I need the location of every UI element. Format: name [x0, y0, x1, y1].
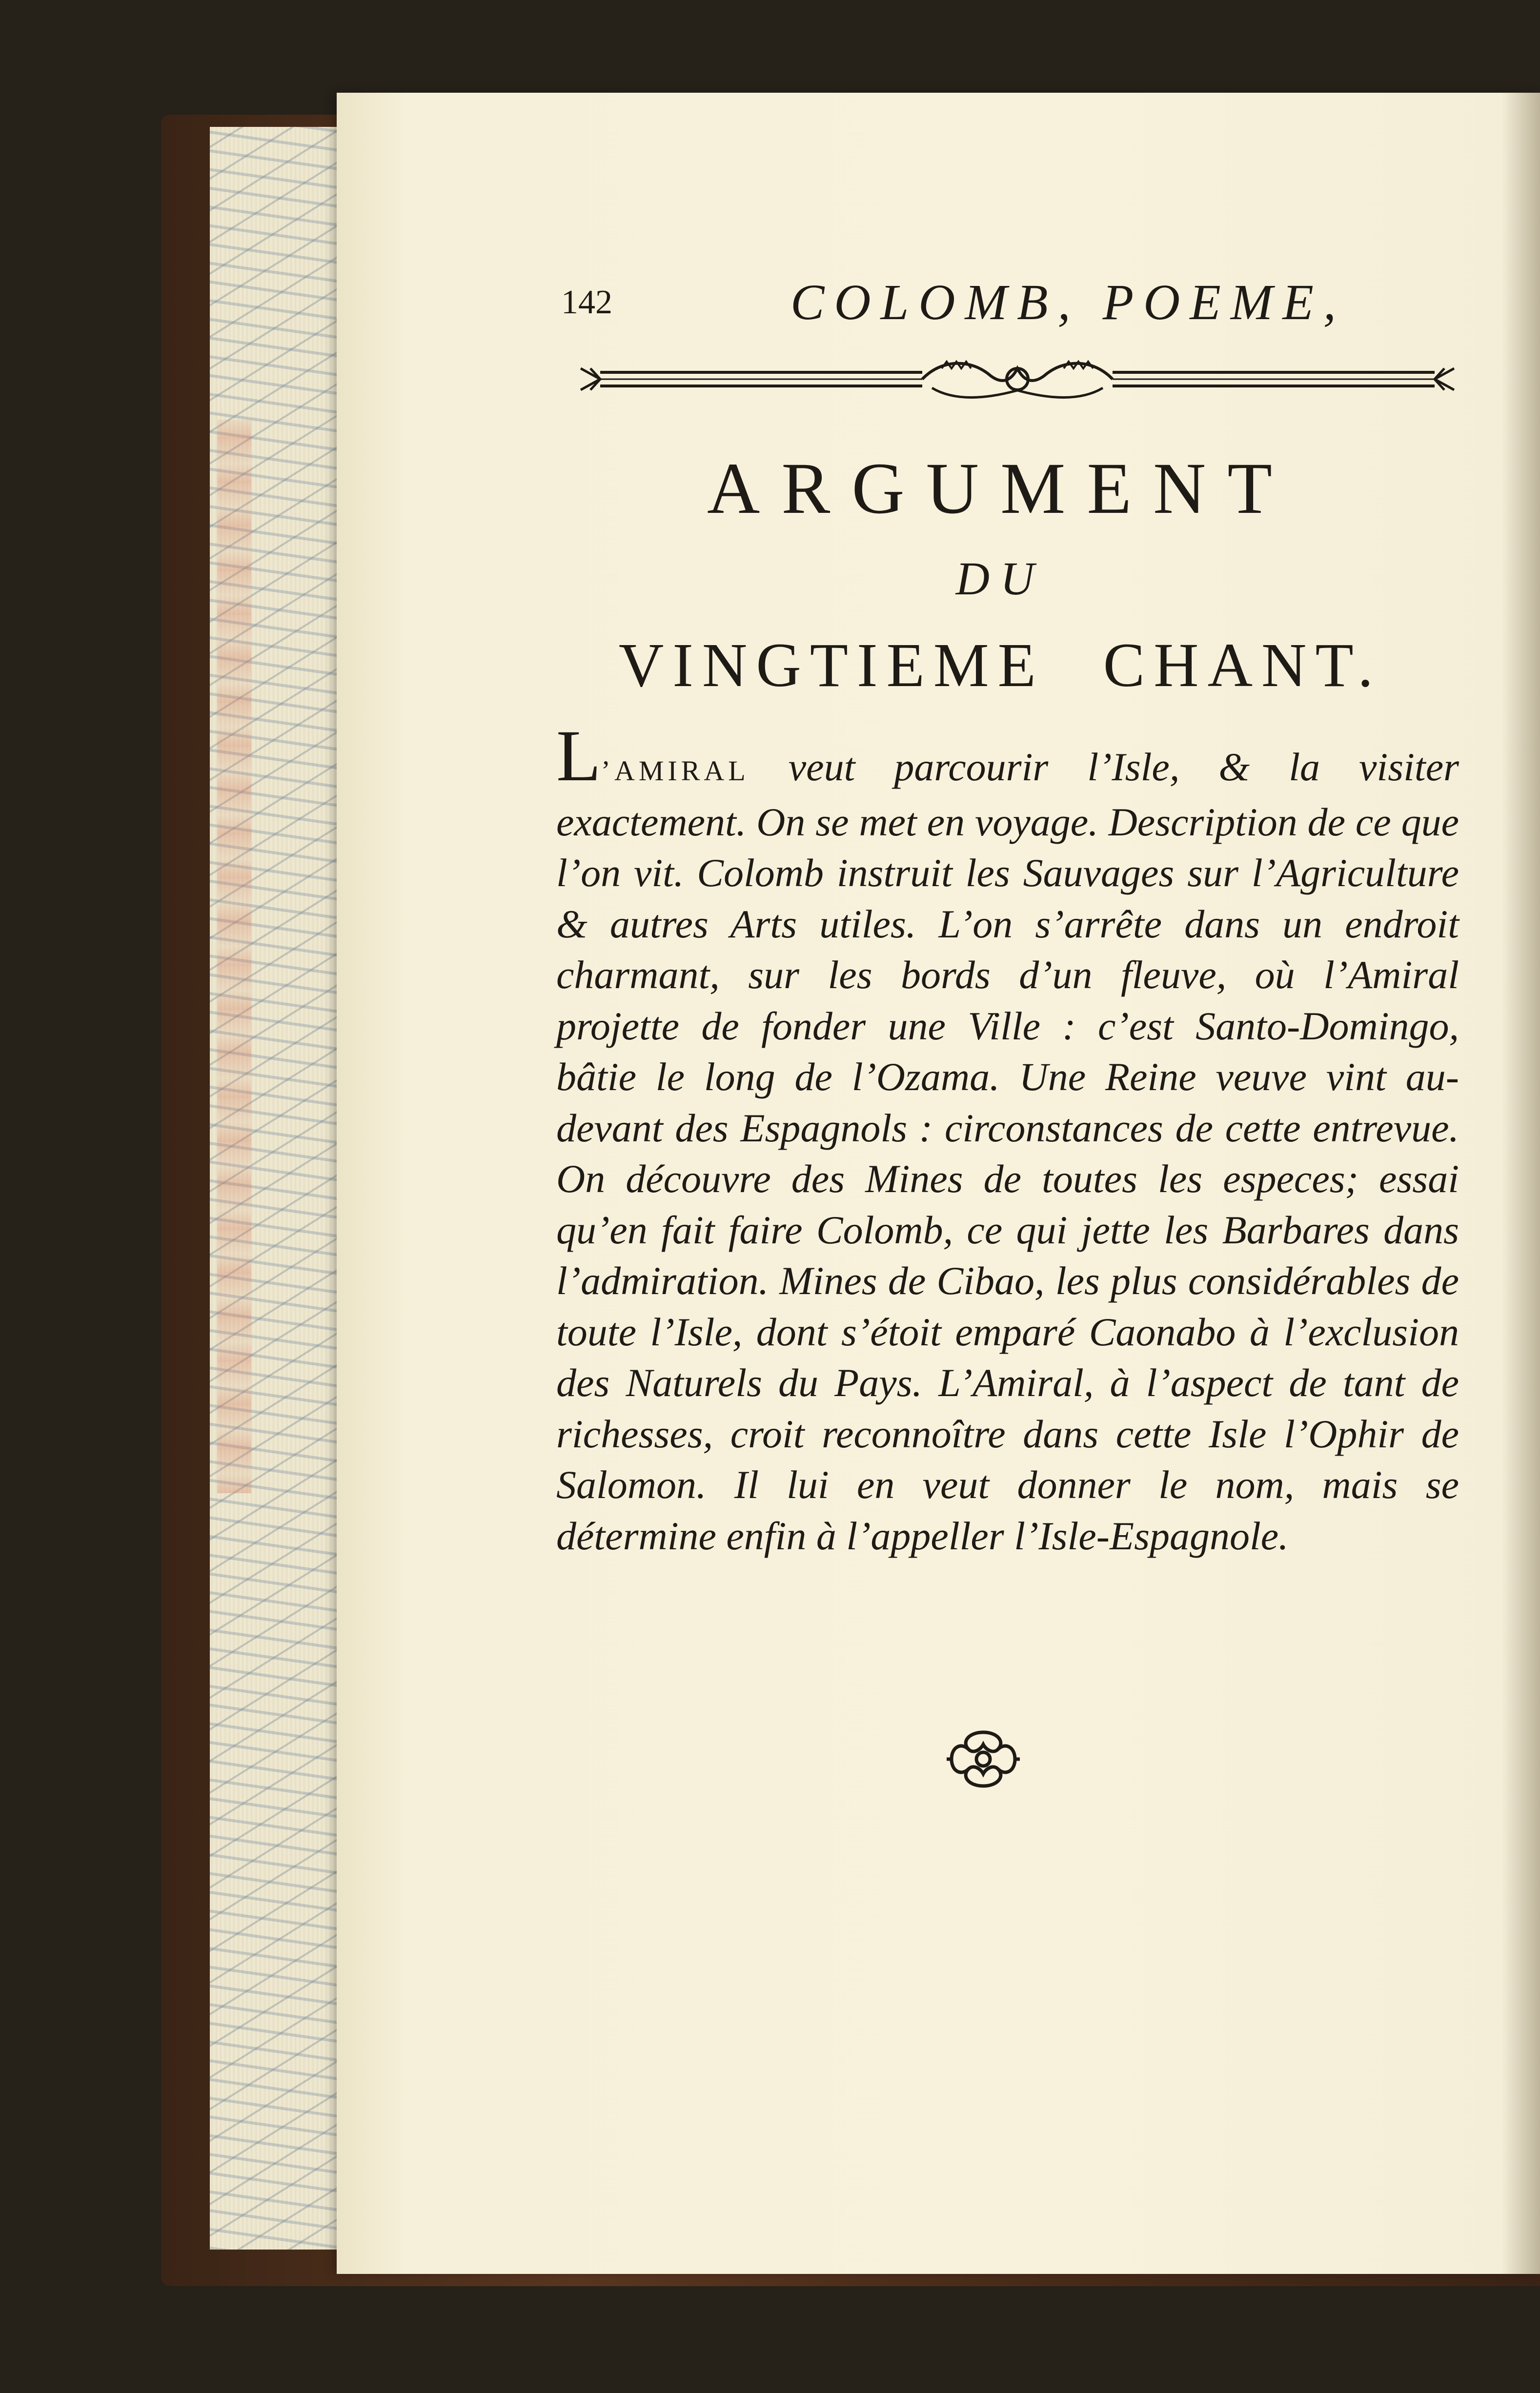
- drop-cap: L: [556, 715, 601, 796]
- argument-paragraph: [556, 715, 1459, 1562]
- page-number: 142: [561, 284, 612, 321]
- heading-argument: ARGUMENT: [707, 448, 1294, 529]
- heading-du: DU: [955, 552, 1045, 605]
- head-ornament-icon: [571, 349, 1464, 407]
- page-gutter-shadow: [1501, 93, 1540, 2274]
- fore-edge-stain: [217, 420, 251, 1493]
- paragraph-text: veut parcourir l’Isle, & la visiter exactement. On se met en voyage. Description de ce que l’on vit. Colomb instruit les Sauvages sur l’Agriculture & autres Arts utiles. L’on s’arrête dans un endroit charmant, sur les bords d’un fleuve, où l’Amiral projette de fonder une Ville : c’est Santo-Domingo, bâtie le long de l’Ozama. Une Reine veuve vint au-devant des Espagnols : circonstances de cette entrevue. On découvre des Mines de toutes les especes; essai qu’en fait faire Colomb, ce qui jette les Barbares dans l’admiration. Mines de Cibao, les plus considérables de toute l’Isle, dont s’étoit emparé Caonabo à l’exclusion des Naturels du Pays. L’Amiral, à l’aspect de tant de richesses, croit reconnoître dans cette Isle l’Ophir de Salomon. Il lui en veut donner le nom, mais se détermine enfin à l’appeller l’Isle-Espagnole.: [556, 745, 1459, 1558]
- lead-word: ’AMIRAL: [601, 755, 750, 787]
- heading-chant: VINGTIEME CHANT.: [618, 630, 1382, 700]
- running-head: [561, 273, 1464, 351]
- running-title: COLOMB, POEME,: [790, 274, 1346, 330]
- tail-fleuron-icon: [942, 1723, 1025, 1796]
